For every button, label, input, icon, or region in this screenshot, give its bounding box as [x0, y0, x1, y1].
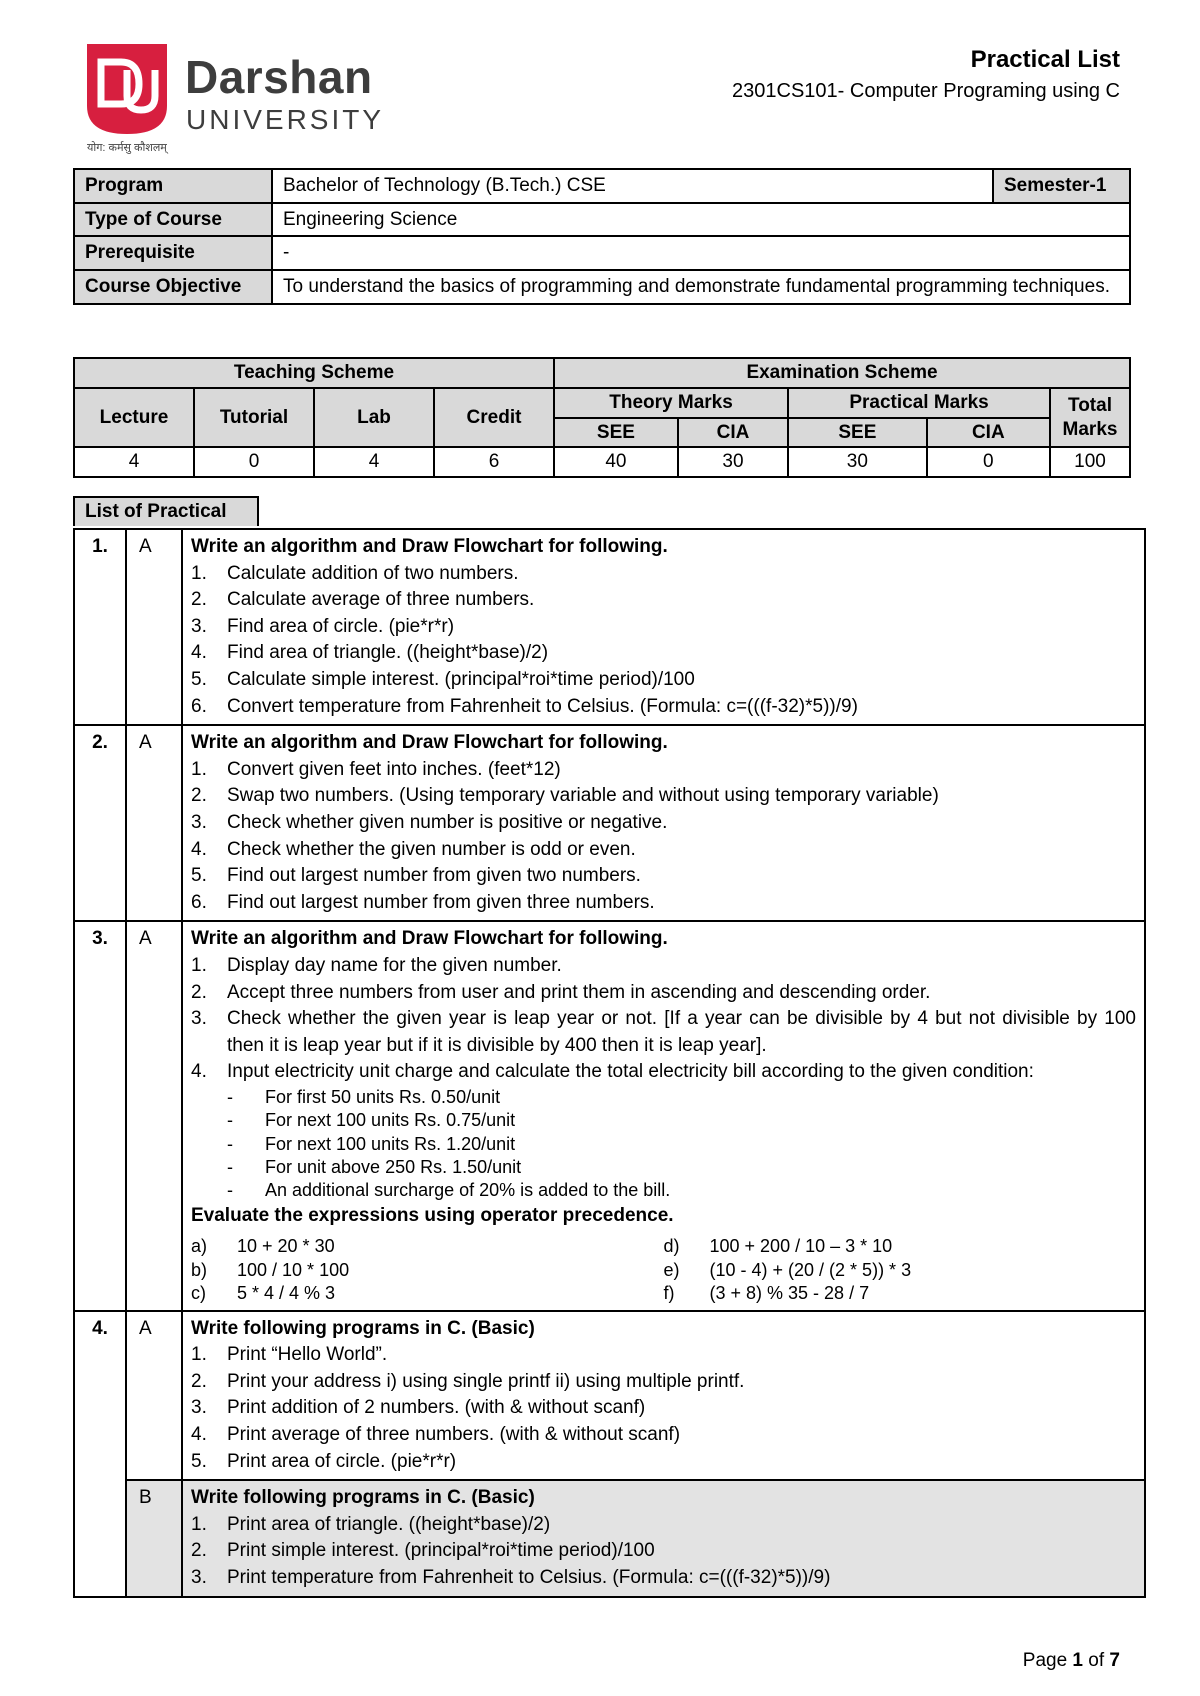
list-item: 1. Display day name for the given number. [191, 954, 562, 976]
du-logo-icon [87, 44, 167, 134]
expression-item: d) 100 + 200 / 10 – 3 * 10 [663, 1236, 893, 1257]
practical-content [182, 725, 1145, 921]
course-code-title: 2301CS101- Computer Programing using C [732, 80, 1120, 102]
practical-row [74, 529, 1145, 725]
logo-motto: योग: कर्मसु कौशलम् [87, 142, 167, 154]
list-item: 3. Print addition of 2 numbers. (with & without scanf) [191, 1397, 646, 1419]
theory-marks-header: Theory Marks [554, 388, 788, 418]
practical-row [74, 725, 1145, 921]
type-value: Engineering Science [272, 203, 1130, 237]
practical-row [74, 1480, 1145, 1596]
list-item: 2. Swap two numbers. (Using temporary variable and without using temporary variable) [191, 785, 939, 807]
list-of-practical-title: List of Practical [73, 496, 259, 526]
list-item: 1. Convert given feet into inches. (feet*12) [191, 758, 561, 780]
practical-content [182, 1480, 1145, 1596]
expression-item: c) 5 * 4 / 4 % 3 [191, 1283, 336, 1304]
university-logo [87, 44, 387, 156]
practical-see-value: 30 [788, 447, 927, 477]
condition-item: - For first 50 units Rs. 0.50/unit [227, 1086, 501, 1107]
practical-sub: A [126, 921, 182, 1310]
scheme-values-row [74, 447, 1130, 477]
expressions-grid [191, 1235, 1136, 1305]
list-item: 4. Print average of three numbers. (with & without scanf) [191, 1423, 681, 1445]
marks-label: Marks [1062, 418, 1118, 440]
practical-row [74, 1311, 1145, 1481]
credit-value: 6 [434, 447, 554, 477]
lecture-value: 4 [74, 447, 194, 477]
list-item: 6. Convert temperature from Fahrenheit to Celsius. (Formula: c=(((f-32)*5))/9) [191, 695, 858, 717]
list-item: 4. Check whether the given number is odd or even. [191, 838, 636, 860]
practical-heading: Write following programs in C. (Basic) [191, 1317, 535, 1339]
practical-see-header: SEE [788, 418, 927, 448]
credit-header: Credit [434, 388, 554, 448]
teaching-scheme-header: Teaching Scheme [74, 358, 554, 388]
list-item: 6. Find out largest number from given three numbers. [191, 891, 655, 913]
list-item: 3. Print temperature from Fahrenheit to Celsius. (Formula: c=(((f-32)*5))/9) [191, 1566, 831, 1588]
total-label: Total [1068, 394, 1112, 416]
type-label: Type of Course [74, 203, 272, 237]
list-item: 1. Calculate addition of two numbers. [191, 562, 519, 584]
list-item: 4. Find area of triangle. ((height*base)/2) [191, 642, 549, 664]
practical-row [74, 921, 1145, 1310]
list-item: 3. Check whether given number is positive or negative. [191, 811, 668, 833]
theory-cia-header: CIA [678, 418, 788, 448]
practical-number: 3. [74, 921, 126, 1310]
program-label: Program [74, 169, 272, 203]
practical-heading: Write an algorithm and Draw Flowchart for following. [191, 928, 668, 950]
type-row [74, 203, 1130, 237]
examination-scheme-header: Examination Scheme [554, 358, 1130, 388]
list-item: 4. Input electricity unit charge and calculate the total electricity bill according to the given condition: [191, 1061, 1034, 1083]
practical-number: 4. [74, 1311, 126, 1481]
practical-sub: A [126, 529, 182, 725]
condition-item: - An additional surcharge of 20% is added to the bill. [227, 1180, 671, 1201]
prerequisite-value: - [272, 236, 1130, 270]
practical-items [191, 757, 1136, 917]
practical-content [182, 529, 1145, 725]
list-item: 2. Calculate average of three numbers. [191, 589, 535, 611]
lab-value: 4 [314, 447, 434, 477]
practical-number-blank [74, 1480, 126, 1596]
practical-cia-header: CIA [927, 418, 1050, 448]
tutorial-value: 0 [194, 447, 314, 477]
condition-item: - For next 100 units Rs. 0.75/unit [227, 1110, 516, 1131]
prerequisite-row [74, 236, 1130, 270]
bill-conditions [191, 1086, 1136, 1203]
tutorial-header: Tutorial [194, 388, 314, 448]
lecture-header: Lecture [74, 388, 194, 448]
practical-items [191, 1342, 1136, 1475]
practical-number: 2. [74, 725, 126, 921]
program-row [74, 169, 1130, 203]
practical-items [191, 953, 1136, 1086]
prerequisite-label: Prerequisite [74, 236, 272, 270]
scheme-table [73, 357, 1131, 478]
practical-sub: A [126, 1311, 182, 1481]
program-value: Bachelor of Technology (B.Tech.) CSE [272, 169, 993, 203]
total-marks-header [1050, 388, 1130, 448]
course-info-table [73, 168, 1131, 305]
condition-item: - For unit above 250 Rs. 1.50/unit [227, 1157, 522, 1178]
practical-list-table [73, 528, 1146, 1598]
objective-label: Course Objective [74, 270, 272, 304]
objective-row [74, 270, 1130, 304]
list-item: 2. Print simple interest. (principal*roi*time period)/100 [191, 1540, 655, 1562]
practical-sub: B [126, 1480, 182, 1596]
practical-content [182, 1311, 1145, 1481]
logo-name: Darshan [185, 51, 373, 103]
list-item: 3. Check whether the given year is leap year or not. [If a year can be divisible by 4 but not divisible by 100 then it is leap year but if it is divisible by 400 then it is leap year]. [191, 1008, 1136, 1056]
practical-heading: Write following programs in C. (Basic) [191, 1487, 535, 1509]
practical-items [191, 1512, 1136, 1592]
practical-sub: A [126, 725, 182, 921]
theory-cia-value: 30 [678, 447, 788, 477]
practical-items [191, 561, 1136, 721]
page-number: Page 1 of 7 [1022, 1650, 1120, 1671]
list-item: 3. Find area of circle. (pie*r*r) [191, 615, 455, 637]
practical-content [182, 921, 1145, 1310]
condition-item: - For next 100 units Rs. 1.20/unit [227, 1133, 516, 1154]
total-marks-value: 100 [1050, 447, 1130, 477]
list-item: 2. Accept three numbers from user and print them in ascending and descending order. [191, 981, 931, 1003]
lab-header: Lab [314, 388, 434, 448]
practical-heading: Write an algorithm and Draw Flowchart for following. [191, 536, 668, 557]
practical-heading: Write an algorithm and Draw Flowchart for following. [191, 732, 668, 754]
page-title: Practical List [970, 46, 1120, 73]
list-item: 1. Print “Hello World”. [191, 1344, 388, 1366]
theory-see-header: SEE [554, 418, 678, 448]
practical-marks-header: Practical Marks [788, 388, 1050, 418]
evaluate-heading: Evaluate the expressions using operator precedence. [191, 1204, 674, 1226]
expression-item: a) 10 + 20 * 30 [191, 1236, 335, 1257]
theory-see-value: 40 [554, 447, 678, 477]
expression-item: f) (3 + 8) % 35 - 28 / 7 [663, 1283, 870, 1304]
list-item: 1. Print area of triangle. ((height*base)/2) [191, 1513, 551, 1535]
list-item: 5. Calculate simple interest. (principal*roi*time period)/100 [191, 668, 695, 690]
semester-label: Semester-1 [993, 169, 1130, 203]
objective-value: To understand the basics of programming and demonstrate fundamental programming techniques. [272, 270, 1130, 304]
list-item: 5. Find out largest number from given two numbers. [191, 865, 641, 887]
expression-item: e) (10 - 4) + (20 / (2 * 5)) * 3 [663, 1259, 912, 1280]
list-item: 2. Print your address i) using single printf ii) using multiple printf. [191, 1370, 745, 1392]
list-item: 5. Print area of circle. (pie*r*r) [191, 1450, 457, 1472]
expression-item: b) 100 / 10 * 100 [191, 1259, 350, 1280]
practical-cia-value: 0 [927, 447, 1050, 477]
practical-number: 1. [74, 529, 126, 725]
logo-subtitle: UNIVERSITY [186, 104, 385, 135]
